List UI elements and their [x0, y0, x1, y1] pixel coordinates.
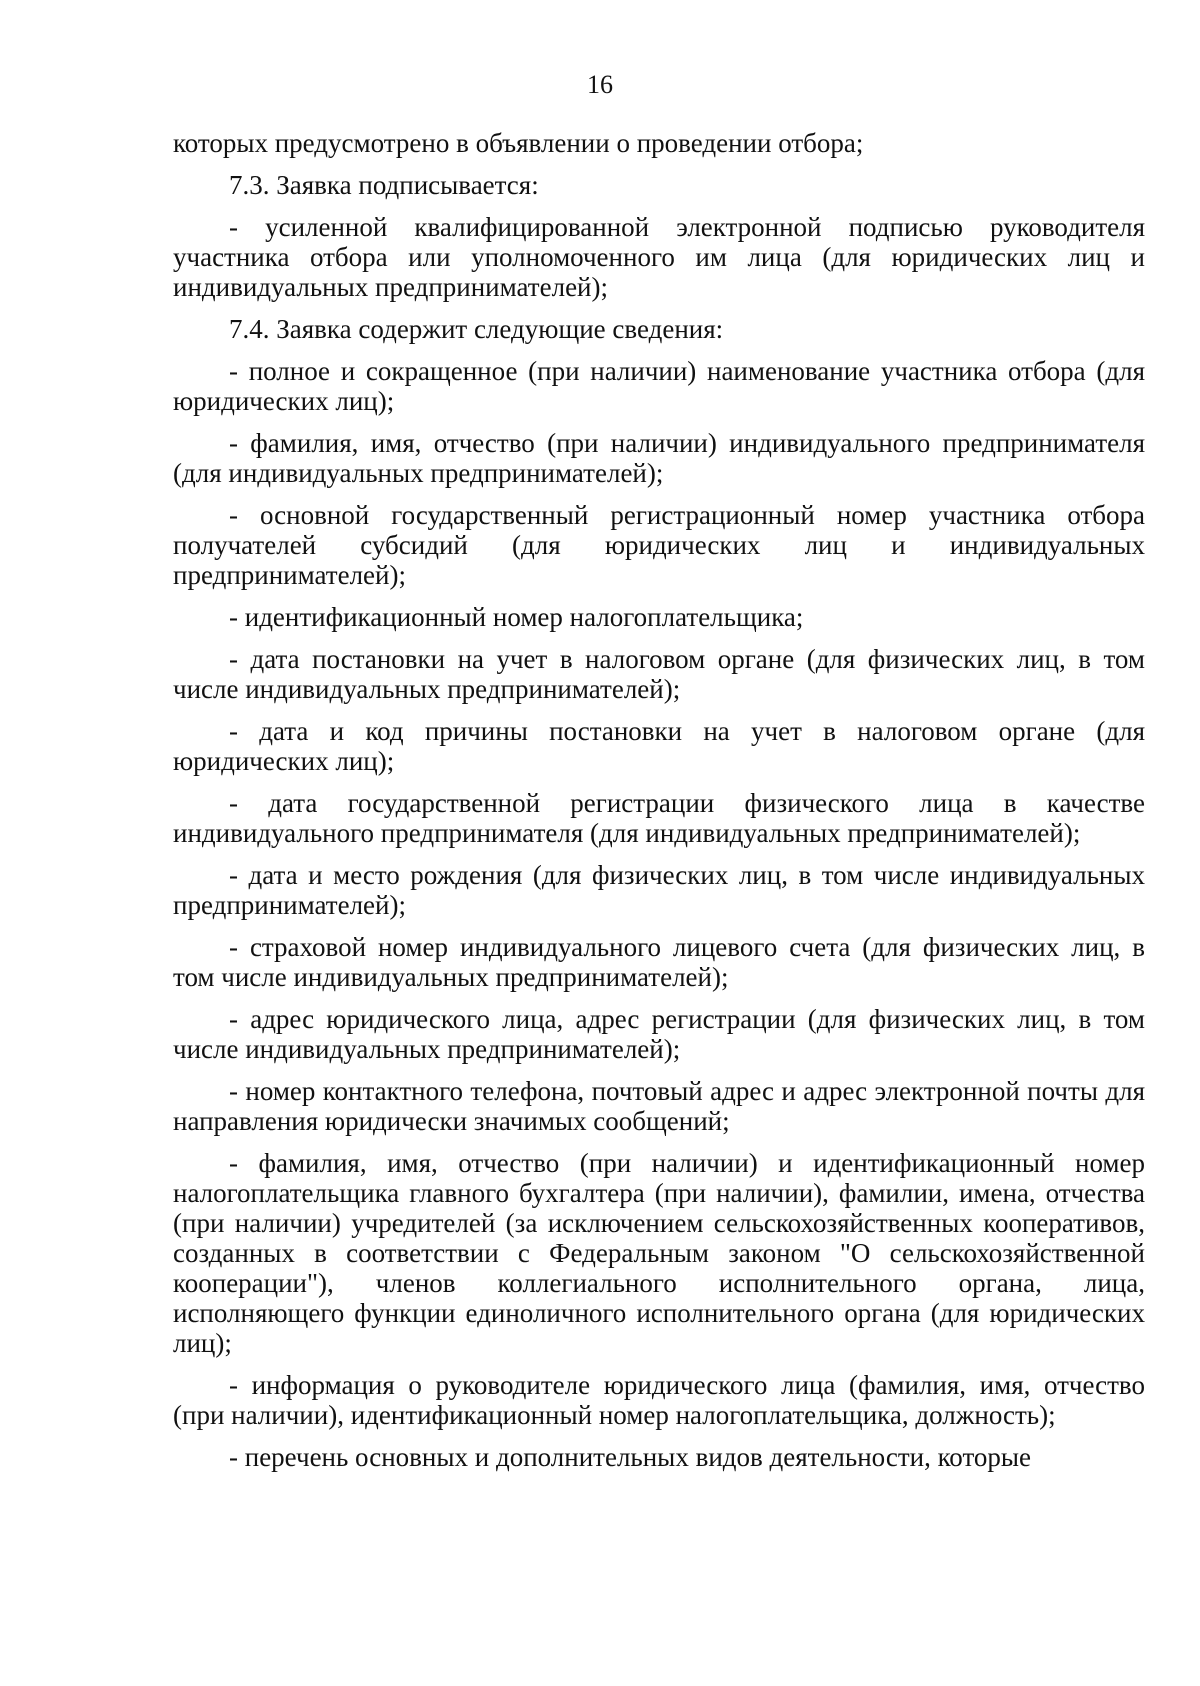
paragraph: - дата государственной регистрации физического лица в качестве индивидуального предпринимателя (для индивидуальных предпринимателей); — [173, 788, 1145, 848]
paragraph: - основной государственный регистрационный номер участника отбора получателей субсидий (для юридических лиц и индивидуальных предпринимателей); — [173, 500, 1145, 590]
paragraph: - номер контактного телефона, почтовый адрес и адрес электронной почты для направления юридически значимых сообщений; — [173, 1076, 1145, 1136]
paragraph: - информация о руководителе юридического лица (фамилия, имя, отчество (при наличии), идентификационный номер налогоплательщика, должность); — [173, 1370, 1145, 1430]
paragraph: - страховой номер индивидуального лицевого счета (для физических лиц, в том числе индивидуальных предпринимателей); — [173, 932, 1145, 992]
paragraph: - усиленной квалифицированной электронной подписью руководителя участника отбора или уполномоченного им лица (для юридических лиц и индивидуальных предпринимателей); — [173, 212, 1145, 302]
paragraph: - дата и код причины постановки на учет в налоговом органе (для юридических лиц); — [173, 716, 1145, 776]
paragraph: 7.4. Заявка содержит следующие сведения: — [229, 314, 724, 344]
paragraph: - фамилия, имя, отчество (при наличии) индивидуального предпринимателя (для индивидуальных предпринимателей); — [173, 428, 1145, 488]
paragraph: - идентификационный номер налогоплательщика; — [229, 602, 804, 632]
paragraph: - дата постановки на учет в налоговом органе (для физических лиц, в том числе индивидуальных предпринимателей); — [173, 644, 1145, 704]
paragraph: - перечень основных и дополнительных видов деятельности, которые — [229, 1442, 1032, 1472]
page-number: 16 — [587, 70, 613, 99]
paragraph: - полное и сокращенное (при наличии) наименование участника отбора (для юридических лиц); — [173, 356, 1145, 416]
paragraph: которых предусмотрено в объявлении о проведении отбора; — [173, 128, 864, 158]
paragraph: - фамилия, имя, отчество (при наличии) и идентификационный номер налогоплательщика главного бухгалтера (при наличии), фамилии, имена, отчества (при наличии) учредителей (за исключением сельскохозяйственных кооперативов, созданных в соответствии с Федеральным законом "О сельскохозяйственной кооперации"), членов коллегиального исполнительного органа, лица, исполняющего функции единоличного исполнительного органа (для юридических лиц); — [173, 1148, 1145, 1358]
paragraph: - дата и место рождения (для физических лиц, в том числе индивидуальных предпринимателей); — [173, 860, 1145, 920]
paragraph: - адрес юридического лица, адрес регистрации (для физических лиц, в том числе индивидуальных предпринимателей); — [173, 1004, 1145, 1064]
paragraph: 7.3. Заявка подписывается: — [229, 170, 539, 200]
document-body — [173, 128, 1145, 1484]
